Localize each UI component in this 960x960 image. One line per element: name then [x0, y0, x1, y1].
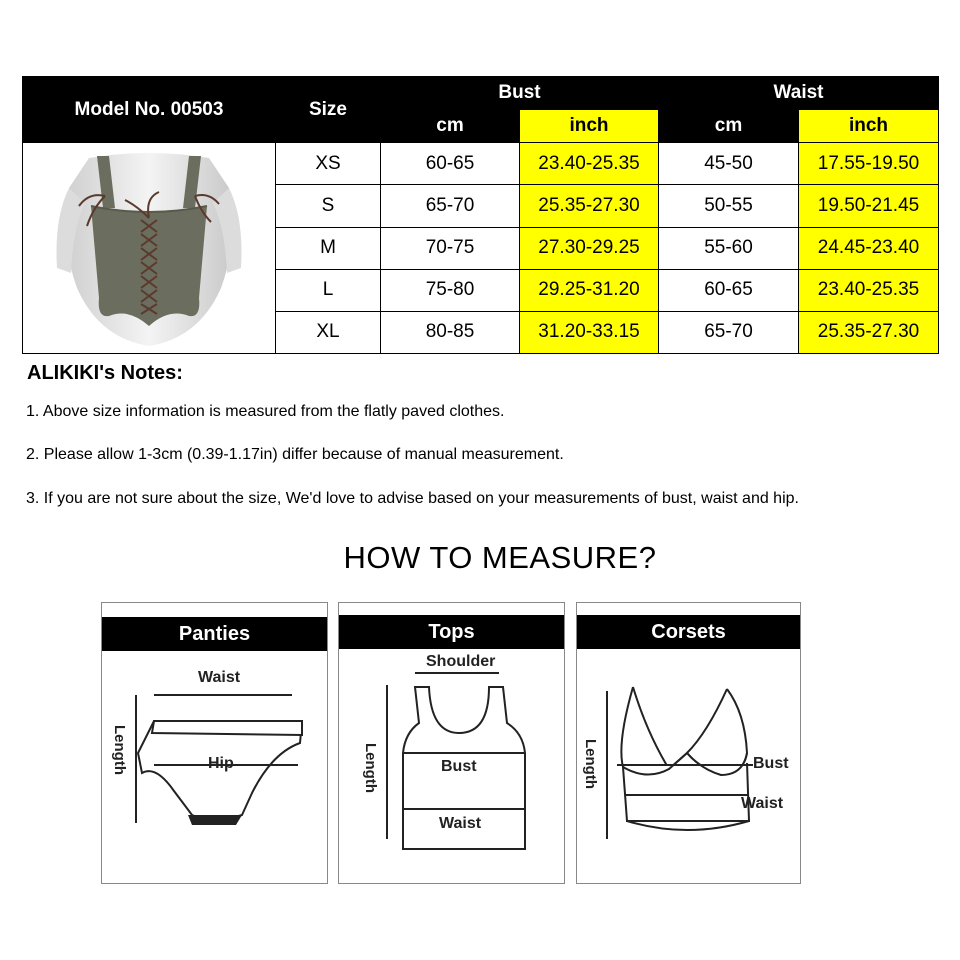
- size-header: Size: [276, 77, 381, 143]
- tops-length-label: Length: [362, 743, 379, 793]
- panties-title: Panties: [102, 617, 327, 651]
- corsets-waist-label: Waist: [741, 795, 784, 812]
- waist-cm-cell: 60-65: [659, 269, 799, 311]
- size-cell: L: [276, 269, 381, 311]
- size-cell: XS: [276, 143, 381, 185]
- waist-cm-header: cm: [659, 110, 799, 143]
- table-row: [23, 143, 939, 185]
- tops-bust-label: Bust: [441, 758, 477, 775]
- tops-shoulder-label: Shoulder: [426, 653, 496, 670]
- waist-header: Waist: [659, 77, 939, 110]
- tops-title: Tops: [339, 615, 564, 649]
- size-cell: M: [276, 227, 381, 269]
- bust-inch-cell: 27.30-29.25: [520, 227, 659, 269]
- note-item: 3. If you are not sure about the size, We'd love to advise based on your measurements of bust, waist and hip.: [26, 490, 799, 507]
- bust-header: Bust: [381, 77, 659, 110]
- bust-cm-cell: 75-80: [381, 269, 520, 311]
- bust-inch-cell: 31.20-33.15: [520, 311, 659, 353]
- panties-hip-label: Hip: [208, 755, 234, 772]
- panties-card: [101, 602, 328, 884]
- waist-cm-cell: 50-55: [659, 185, 799, 227]
- bust-inch-cell: 23.40-25.35: [520, 143, 659, 185]
- bust-inch-cell: 29.25-31.20: [520, 269, 659, 311]
- bust-cm-cell: 70-75: [381, 227, 520, 269]
- waist-inch-cell: 23.40-25.35: [799, 269, 939, 311]
- bust-cm-header: cm: [381, 110, 520, 143]
- bust-cm-cell: 65-70: [381, 185, 520, 227]
- corset-mannequin-image: [49, 148, 249, 348]
- waist-cm-cell: 45-50: [659, 143, 799, 185]
- waist-inch-cell: 19.50-21.45: [799, 185, 939, 227]
- bust-inch-cell: 25.35-27.30: [520, 185, 659, 227]
- waist-inch-header: inch: [799, 110, 939, 143]
- corsets-title: Corsets: [577, 615, 800, 649]
- waist-inch-cell: 17.55-19.50: [799, 143, 939, 185]
- waist-cm-cell: 55-60: [659, 227, 799, 269]
- corsets-card: [576, 602, 801, 884]
- model-number-header: Model No. 00503: [23, 77, 276, 143]
- waist-inch-cell: 25.35-27.30: [799, 311, 939, 353]
- waist-cm-cell: 65-70: [659, 311, 799, 353]
- panties-waist-label: Waist: [198, 669, 241, 686]
- how-to-measure-title: HOW TO MEASURE?: [343, 540, 657, 575]
- bust-cm-cell: 80-85: [381, 311, 520, 353]
- notes-title: ALIKIKI's Notes:: [27, 362, 183, 384]
- note-item: 2. Please allow 1-3cm (0.39-1.17in) differ because of manual measurement.: [26, 446, 564, 463]
- tops-waist-label: Waist: [439, 815, 482, 832]
- corsets-length-label: Length: [582, 739, 599, 789]
- size-chart-table: [22, 76, 939, 354]
- size-cell: XL: [276, 311, 381, 353]
- corsets-bust-label: Bust: [753, 755, 789, 772]
- product-photo: [23, 143, 276, 354]
- tops-card: [338, 602, 565, 884]
- bust-inch-header: inch: [520, 110, 659, 143]
- panties-length-label: Length: [111, 725, 128, 775]
- note-item: 1. Above size information is measured from the flatly paved clothes.: [26, 403, 505, 420]
- size-cell: S: [276, 185, 381, 227]
- bust-cm-cell: 60-65: [381, 143, 520, 185]
- waist-inch-cell: 24.45-23.40: [799, 227, 939, 269]
